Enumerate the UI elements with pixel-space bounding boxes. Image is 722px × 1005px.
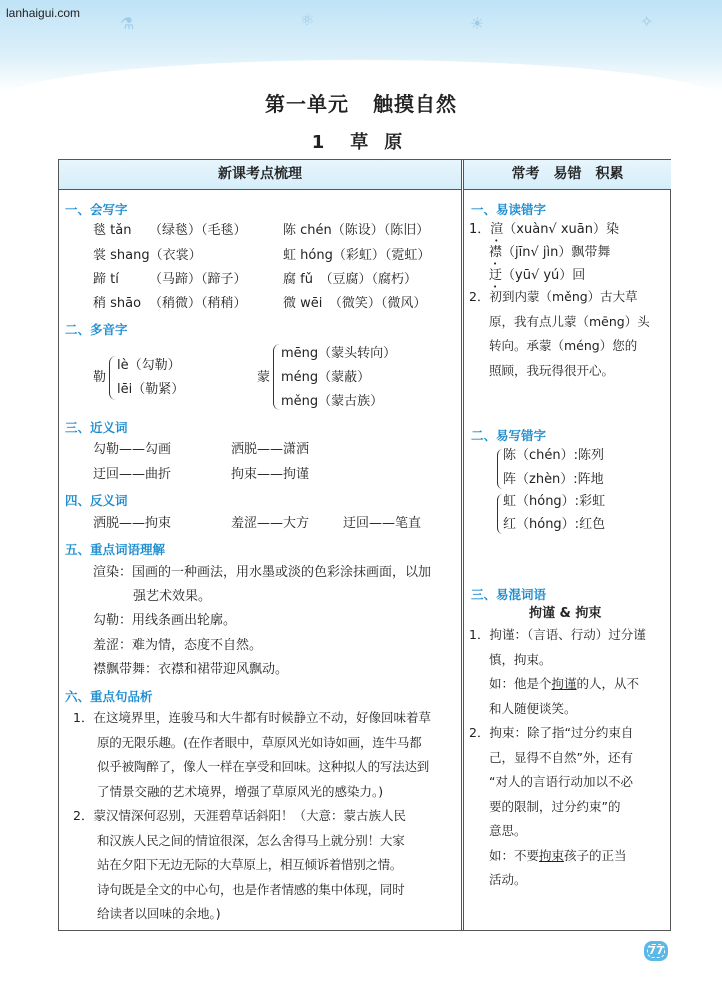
reading: měng（蒙古族） <box>281 394 384 409</box>
char-row: 微 wēi （微笑）（微风） <box>283 296 427 311</box>
polyphone-meng: 蒙 <box>257 370 271 385</box>
definition: 羞涩：难为情，态度不自然。 <box>93 638 263 653</box>
unit-title: 第一单元 触摸自然 <box>265 92 457 116</box>
flask-icon: ⚗ <box>120 14 135 33</box>
section-antonyms: 四、反义词 <box>65 493 128 508</box>
column-divider <box>461 160 464 930</box>
confusable-subtitle: 拘谨 & 拘束 <box>529 606 602 621</box>
synonym-pair: 勾勒——勾画 <box>93 442 172 457</box>
char-row: （马蹄）（蹄子） <box>149 272 247 287</box>
lesson-title: 1 草 原 <box>311 132 403 153</box>
char-row: 毯 tǎn <box>93 223 132 238</box>
char-row: （绿毯）（毛毯） <box>149 223 247 238</box>
misread-item: 襟（jīn√ jìn）飘带舞 <box>489 245 611 260</box>
miswritten-item: 陈（chén）:陈列 <box>503 448 605 463</box>
misread-item: 1．渲（xuàn√ xuān）染 <box>469 222 619 237</box>
sun-icon: ☀ <box>470 14 485 33</box>
synonym-pair: 拘束——拘谨 <box>231 467 310 482</box>
antonym-pair: 迂回——笔直 <box>343 516 422 531</box>
char-row: 虹 hóng（彩虹）（霓虹） <box>283 248 431 263</box>
left-column-header: 新课考点梳理 <box>59 160 461 190</box>
section-key-sentences: 六、重点句品析 <box>65 689 153 704</box>
char-row: 蹄 tí <box>93 272 119 287</box>
atom-icon: ⚛ <box>300 10 315 29</box>
section-misread: 一、易读错字 <box>471 202 547 217</box>
misread-item: 迂（yū√ yú）回 <box>489 268 586 283</box>
antonym-pair: 洒脱——拘束 <box>93 516 172 531</box>
miswritten-item: 红（hóng）:红色 <box>503 517 606 532</box>
char-row: 稍 shāo <box>93 296 142 311</box>
char-row: 腐 fǔ （豆腐）（腐朽） <box>283 272 417 287</box>
definition: 渲染：国画的一种画法，用水墨或淡的色彩涂抹画面，以加 <box>93 565 432 580</box>
brace <box>109 356 116 400</box>
reading: méng（蒙蔽） <box>281 370 371 385</box>
sentence-analysis-2: 2．蒙汉情深何忍别，天涯碧草话斜阳！（大意：蒙古族人民 和汉族人民之间的情谊很深，怎么舍得马上就分别！大家 站在夕阳下无边无际的大草原上，相互倾诉着惜别之情。 诗句既是全文的中心句，也是作者情感的集中体现，同时 给读者以回味的余地。) <box>73 808 406 921</box>
char-row: 陈 chén（陈设）（陈旧） <box>283 223 430 238</box>
page-number: 77 <box>644 941 668 961</box>
section-write-chars: 一、会写字 <box>65 202 128 217</box>
right-column-header: 常考 易错 积累 <box>463 160 671 190</box>
miswritten-item: 虹（hóng）:彩虹 <box>503 494 606 509</box>
polyphone-le: 勒 <box>93 370 107 385</box>
site-watermark: lanhaigui.com <box>6 6 81 20</box>
content-frame <box>58 159 671 931</box>
sentence-analysis-1: 1．在这境界里，连骏马和大牛都有时候静立不动，好像回味着草 原的无限乐趣。(在作者眼中，草原风光如诗如画，连牛马都 似乎被陶醉了，像人一样在享受和回味。这种拟人的写法达到 了情景交融的艺术境界，增强了草原风光的感染力。) <box>73 710 431 799</box>
reading: lēi（勒紧） <box>117 382 185 397</box>
brace <box>273 344 280 410</box>
definition: 勾勒：用线条画出轮廓。 <box>93 613 237 628</box>
section-confusable: 三、易混词语 <box>471 587 547 602</box>
section-key-words: 五、重点词语理解 <box>65 542 166 557</box>
miswritten-item: 阵（zhèn）:阵地 <box>503 472 604 487</box>
section-synonyms: 三、近义词 <box>65 420 128 435</box>
star-icon: ✧ <box>640 12 654 31</box>
definition: 襟飘带舞：衣襟和裙带迎风飘动。 <box>93 662 289 677</box>
antonym-pair: 羞涩——大方 <box>231 516 310 531</box>
section-miswritten: 二、易写错字 <box>471 428 547 443</box>
synonym-pair: 洒脱——潇洒 <box>231 442 310 457</box>
section-polyphones: 二、多音字 <box>65 322 128 337</box>
reading: mēng（蒙头转向） <box>281 346 397 361</box>
definition: 强艺术效果。 <box>133 589 212 604</box>
confusable-explanation: 1．拘谨：（言语、行动）过分谨 慎，拘束。 如：他是个拘谨的人，从不 和人随便谈笑。 2．拘束：除了指“过分约束自 己，显得不自然”外，还有 “对人的言语行动加以不必 要的限制，过分约束”的 意思。 如：不要拘束孩子的正当 活动。 <box>469 627 646 887</box>
char-row: （稍微）（稍稍） <box>149 296 247 311</box>
reading: lè（勾勒） <box>117 358 181 373</box>
misread-paragraph: 2．初到内蒙（měng）古大草 原，我有点儿蒙（mēng）头 转向。承蒙（méng）您的 照顾，我玩得很开心。 <box>469 289 650 378</box>
synonym-pair: 迂回——曲折 <box>93 467 172 482</box>
char-row: 裳 shang（衣裳） <box>93 248 202 263</box>
